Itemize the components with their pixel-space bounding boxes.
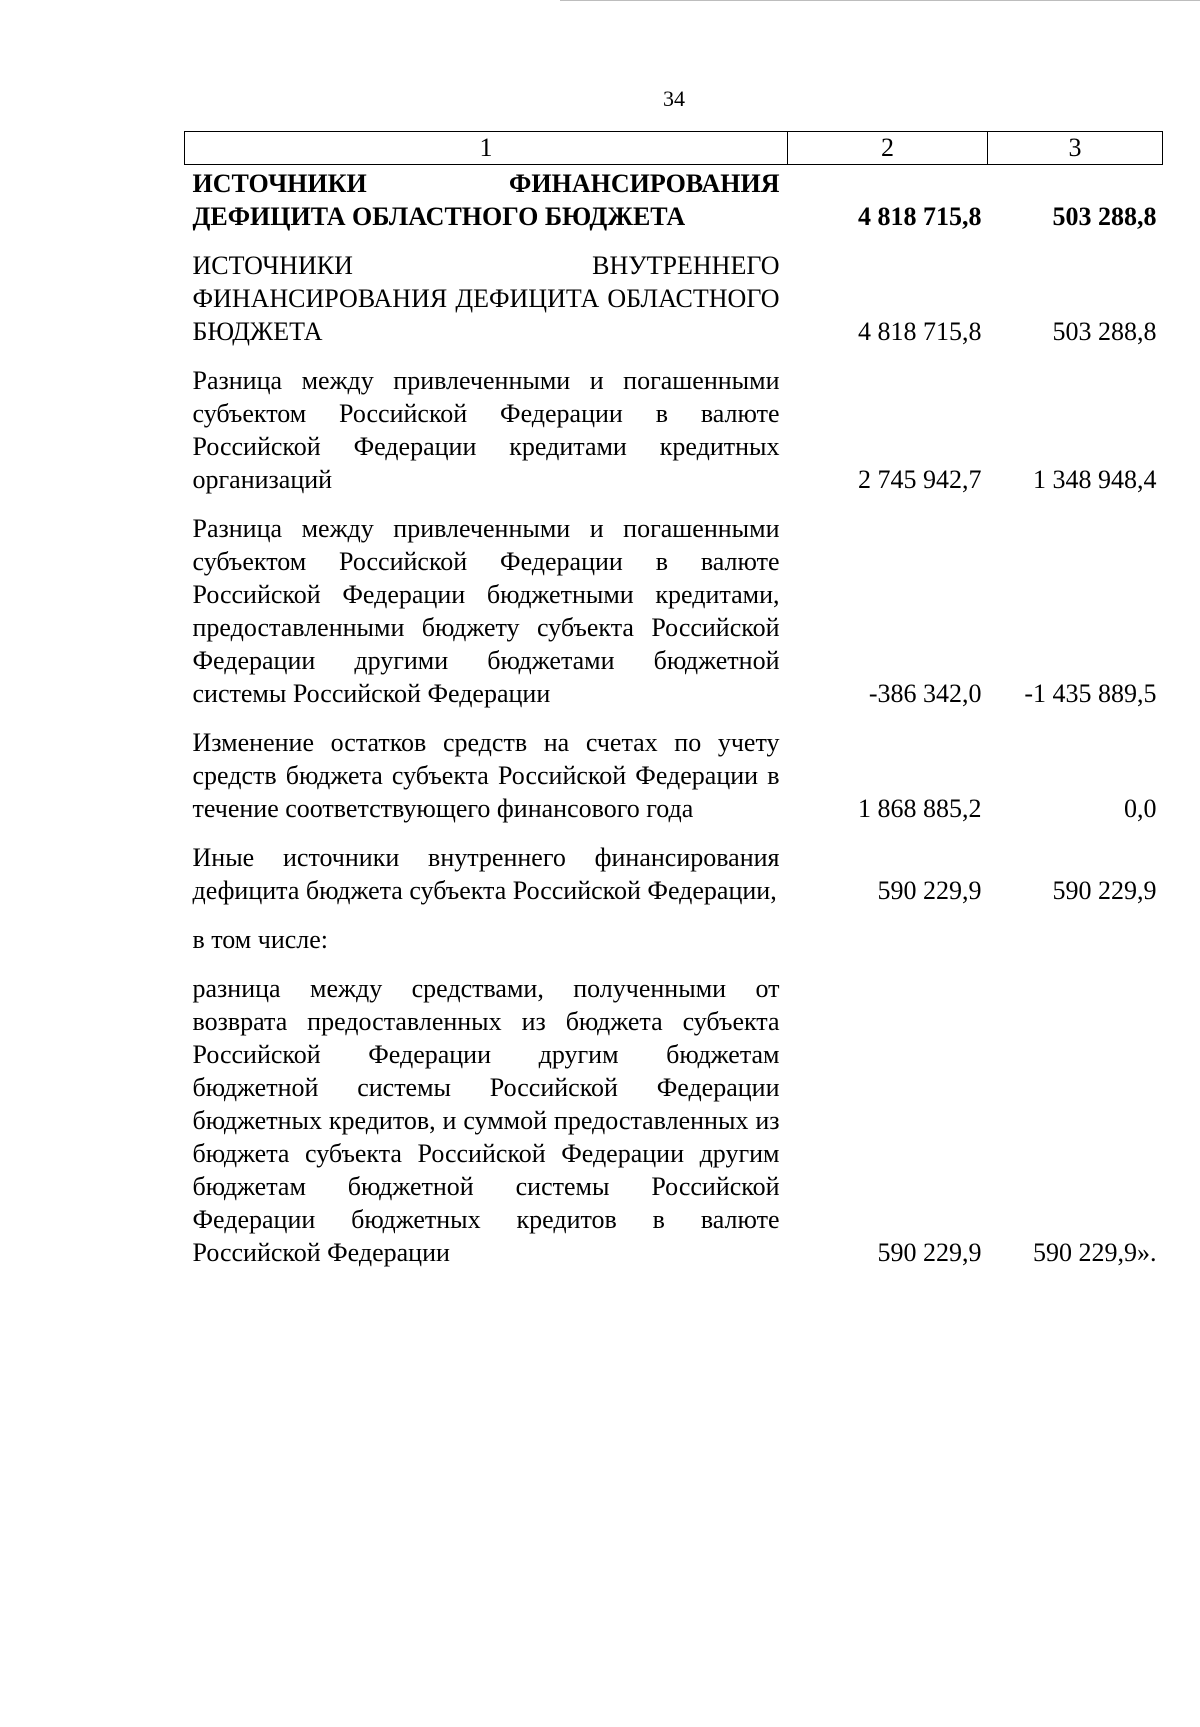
- row-value-col-3: 503 288,8: [1052, 202, 1157, 231]
- row-description: Разница между привлеченными и погашенными субъектом Российской Федерации в валюте Российской Федерации бюджетными кредитами, предоставленными бюджету субъекта Российской Федерации другими бюджетами бюджетной системы Российской Федерации: [192, 514, 780, 708]
- row-description: Изменение остатков средств на счетах по учету средств бюджета субъекта Российской Федерации в течение соответствующего финансового года: [192, 728, 780, 823]
- row-description: в том числе:: [192, 925, 329, 954]
- header-col-3: 3: [988, 132, 1163, 165]
- row-value-col-2: 2 745 942,7: [858, 465, 982, 494]
- header-col-2: 2: [788, 132, 988, 165]
- row-value-col-3: [988, 907, 1163, 956]
- row-value-col-2: -386 342,0: [868, 679, 982, 708]
- table-row: [185, 165, 1163, 234]
- table-body: [185, 165, 1163, 1270]
- row-value-col-2: [788, 907, 988, 956]
- header-row: [185, 132, 1163, 165]
- row-description: разница между средствами, полученными от возврата предоставленных из бюджета субъекта Российской Федерации другим бюджетам бюджетной системы Российской Федерации бюджетных кредитов, и суммой предоставленных из бюджета субъекта Российской Федерации другим бюджетам бюджетной системы Российской Федерации бюджетных кредитов в валюте Российской Федерации: [192, 974, 780, 1267]
- row-value-col-2: 4 818 715,8: [858, 317, 982, 346]
- row-value-col-3: 0,0: [1124, 794, 1157, 823]
- row-value-col-2: 590 229,9: [877, 1238, 982, 1267]
- budget-sources-table: [184, 131, 1163, 1269]
- table-row: [185, 907, 1163, 956]
- row-value-col-3: -1 435 889,5: [1024, 679, 1157, 708]
- row-value-col-3: 1 348 948,4: [1033, 465, 1157, 494]
- table-row: [185, 710, 1163, 825]
- row-value-col-3: 590 229,9: [1052, 876, 1157, 905]
- page-number: 34: [663, 86, 685, 111]
- row-value-col-2: 590 229,9: [877, 876, 982, 905]
- table-row: [185, 956, 1163, 1269]
- scan-edge-line: [560, 0, 1200, 1]
- row-value-col-3: 590 229,9».: [1033, 1238, 1157, 1267]
- table-row: [185, 825, 1163, 907]
- row-value-col-2: 1 868 885,2: [858, 794, 982, 823]
- row-value-col-3: 503 288,8: [1052, 317, 1157, 346]
- row-description: Иные источники внутреннего финансирования дефицита бюджета субъекта Российской Федерации,: [192, 843, 780, 905]
- table-row: [185, 496, 1163, 710]
- header-col-1: 1: [185, 132, 788, 165]
- table-row: [185, 348, 1163, 496]
- row-value-col-2: 4 818 715,8: [858, 202, 982, 231]
- row-description: ИСТОЧНИКИ ВНУТРЕННЕГО ФИНАНСИРОВАНИЯ ДЕФИЦИТА ОБЛАСТНОГО БЮДЖЕТА: [192, 251, 780, 346]
- row-description: Разница между привлеченными и погашенными субъектом Российской Федерации в валюте Российской Федерации кредитами кредитных организаций: [192, 366, 780, 494]
- table-row: [185, 233, 1163, 348]
- row-description: ИСТОЧНИКИ ФИНАНСИРОВАНИЯ ДЕФИЦИТА ОБЛАСТНОГО БЮДЖЕТА: [192, 169, 780, 231]
